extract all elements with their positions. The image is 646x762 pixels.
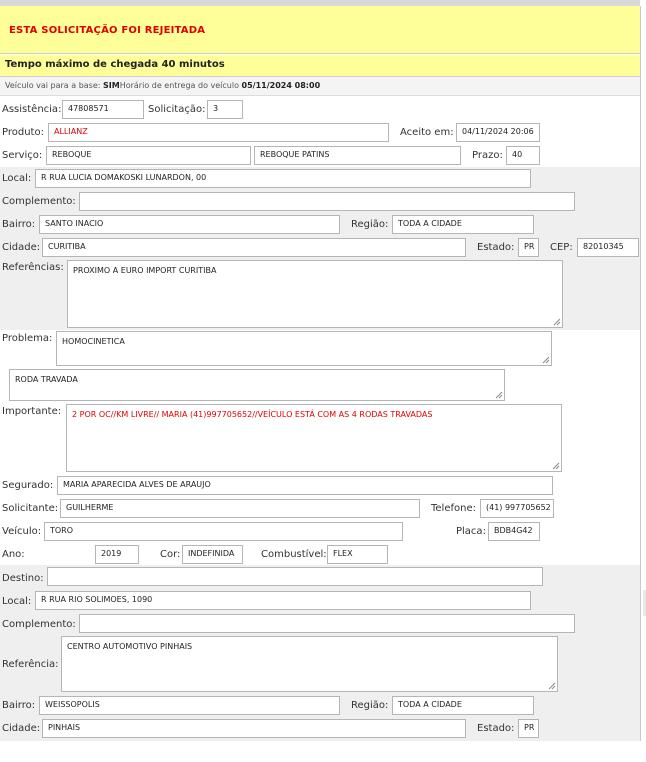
destino-regiao-field[interactable]: TODA A CIDADE [392, 696, 534, 715]
destino-referencia-label: Referência: [2, 659, 59, 670]
solicitante-label: Solicitante: [2, 503, 59, 514]
origem-referencias-label: Referências: [2, 262, 64, 273]
destino-local-field[interactable]: R RUA RIO SOLIMOES, 1090 [35, 591, 531, 610]
produto-field[interactable]: ALLIANZ [48, 123, 389, 142]
origem-cidade-field[interactable]: CURITIBA [42, 238, 466, 257]
servico-field[interactable]: REBOQUE [46, 146, 251, 165]
base-value: SIM [103, 81, 120, 90]
origem-complemento-field[interactable] [79, 192, 575, 211]
origem-local-label: Local: [2, 173, 32, 184]
ano-label: Ano: [2, 549, 25, 560]
assistencia-field[interactable]: 47808571 [62, 100, 144, 119]
rejection-status: ESTA SOLICITAÇÃO FOI REJEITADA [9, 25, 206, 36]
origem-regiao-label: Região: [351, 219, 389, 230]
prazo-field[interactable]: 40 [506, 146, 540, 165]
origem-referencias-text: PROXIMO A EURO IMPORT CURITIBA [73, 266, 217, 275]
veiculo-label: Veículo: [2, 526, 42, 537]
problema-label: Problema: [2, 333, 53, 344]
destino-estado-label: Estado: [477, 723, 515, 734]
solicitacao-label: Solicitação: [148, 104, 206, 115]
origem-cidade-label: Cidade: [2, 242, 41, 253]
destino-referencia-textarea[interactable] [61, 636, 558, 692]
origem-estado-field[interactable]: PR [518, 238, 539, 257]
destino-regiao-label: Região: [351, 700, 389, 711]
placa-label: Placa: [456, 526, 486, 537]
telefone-label: Telefone: [431, 503, 476, 514]
vehicle-info-line [0, 77, 640, 96]
placa-field[interactable]: BDB4G42 [488, 522, 540, 541]
origem-local-field[interactable]: R RUA LUCIA DOMAKOSKI LUNARDON, 00 [35, 169, 531, 188]
solicitacao-field[interactable]: 3 [207, 100, 243, 119]
servico-label: Serviço: [2, 150, 43, 161]
resize-grip-icon[interactable] [553, 318, 561, 326]
veiculo-field[interactable]: TORO [44, 522, 403, 541]
combustivel-field[interactable]: FLEX [327, 545, 388, 564]
resize-grip-icon[interactable] [495, 391, 503, 399]
resize-grip-icon[interactable] [548, 682, 556, 690]
delivery-label: Horário de entrega do veículo [119, 81, 239, 90]
arrival-time-text: Tempo máximo de chegada 40 minutos [5, 59, 225, 70]
importante-textarea[interactable] [66, 404, 562, 472]
cor-label: Cor: [160, 549, 181, 560]
telefone-field[interactable]: (41) 997705652 [480, 499, 554, 518]
destino-referencia-text: CENTRO AUTOMOTIVO PINHAIS [67, 642, 193, 651]
origem-bairro-label: Bairro: [2, 219, 36, 230]
delivery-value: 05/11/2024 08:00 [241, 81, 321, 90]
segurado-label: Segurado: [2, 480, 54, 491]
assistencia-label: Assistência: [2, 104, 62, 115]
resize-grip-icon[interactable] [552, 462, 560, 470]
produto-label: Produto: [2, 127, 44, 138]
combustivel-label: Combustível: [261, 549, 327, 560]
problema-text: HOMOCINETICA [62, 337, 125, 346]
destino-cidade-label: Cidade: [2, 723, 41, 734]
destino-bairro-field[interactable]: WEISSOPOLIS [39, 696, 340, 715]
origem-estado-label: Estado: [477, 242, 515, 253]
origem-regiao-field[interactable]: TODA A CIDADE [392, 215, 534, 234]
ano-field[interactable]: 2019 [95, 545, 139, 564]
origem-referencias-textarea[interactable] [67, 260, 563, 328]
origem-bairro-field[interactable]: SANTO INACIO [39, 215, 340, 234]
aceito-label: Aceito em: [400, 127, 454, 138]
origem-cep-label: CEP: [550, 242, 573, 253]
destino-complemento-label: Complemento: [2, 619, 76, 630]
aceito-field[interactable]: 04/11/2024 20:06 [456, 123, 540, 142]
destino-label: Destino: [2, 573, 44, 584]
origem-cep-field[interactable]: 82010345 [577, 238, 639, 257]
destino-estado-field[interactable]: PR [518, 719, 539, 738]
destino-bairro-label: Bairro: [2, 700, 36, 711]
importante-text: 2 POR OC//KM LIVRE// MARIA (41)997705652//VEÍCULO ESTÁ COM AS 4 RODAS TRAVADAS [72, 410, 433, 419]
problema-detail-textarea[interactable] [9, 369, 505, 401]
destino-local-label: Local: [2, 596, 32, 607]
servico-type-field[interactable]: REBOQUE PATINS [254, 146, 461, 165]
prazo-label: Prazo: [472, 150, 503, 161]
importante-label: Importante: [2, 406, 62, 417]
base-label: Veículo vai para a base: [5, 81, 101, 90]
destino-complemento-field[interactable] [79, 614, 575, 633]
solicitante-field[interactable]: GUILHERME [60, 499, 420, 518]
destino-cidade-field[interactable]: PINHAIS [42, 719, 466, 738]
segurado-field[interactable]: MARIA APARECIDA ALVES DE ARAUJO [57, 476, 553, 495]
destino-field[interactable] [47, 567, 543, 586]
cor-field[interactable]: INDEFINIDA [182, 545, 243, 564]
origem-complemento-label: Complemento: [2, 196, 76, 207]
problema-detail-text: RODA TRAVADA [15, 375, 78, 384]
problema-textarea[interactable] [56, 331, 552, 366]
resize-grip-icon[interactable] [542, 356, 550, 364]
